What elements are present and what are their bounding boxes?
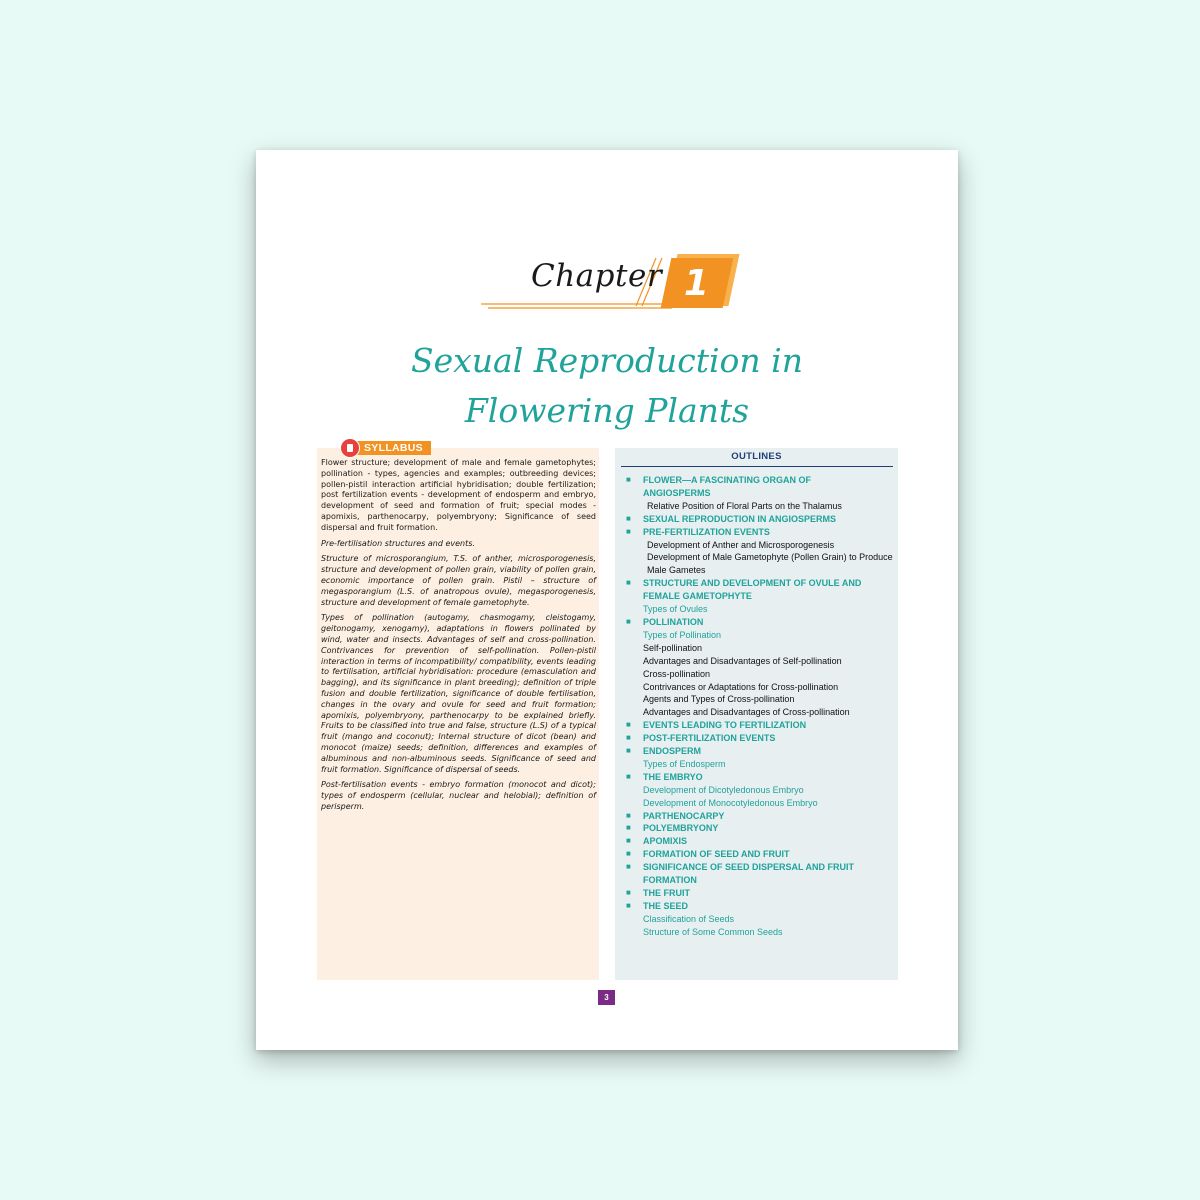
outlines-list <box>623 474 893 939</box>
syllabus-panel <box>317 448 599 980</box>
outline-main-item <box>623 474 893 487</box>
chapter-label: Chapter <box>531 258 663 294</box>
outline-main-item <box>623 900 893 913</box>
chapter-number-box <box>661 258 734 308</box>
outline-item-text: STRUCTURE AND DEVELOPMENT OF OVULE AND <box>643 578 862 589</box>
square-bullet-icon: ■ <box>626 526 631 536</box>
outline-item-text: Types of Pollination <box>643 629 722 640</box>
outline-sub-item <box>623 706 893 719</box>
syllabus-tab <box>340 440 431 456</box>
document-icon <box>340 438 360 458</box>
chapter-heading <box>476 250 756 312</box>
square-bullet-icon: ■ <box>626 513 631 523</box>
syllabus-paragraph: Structure of microsporangium, T.S. of anther, microsporogenesis, structure and development of pollen grain, viability of pollen grain, economic importance of pollen grain. Pistil – structure of megasporangium (L.S. of anatropous ovule), megasporogenesis, structure and development of female gametophyte. <box>321 554 596 607</box>
outline-item-text: THE FRUIT <box>643 888 690 898</box>
square-bullet-icon: ■ <box>626 810 631 820</box>
outline-item-text: ENDOSPERM <box>643 746 702 757</box>
outline-main-item <box>623 590 893 603</box>
square-bullet-icon: ■ <box>626 888 631 897</box>
outline-sub-item <box>623 926 893 939</box>
square-bullet-icon: ■ <box>626 733 631 743</box>
outline-item-text: POST-FERTILIZATION EVENTS <box>643 733 776 744</box>
outlines-heading: OUTLINES <box>731 451 782 462</box>
outline-main-item <box>623 887 893 900</box>
outline-item-text: Structure of Some Common Seeds <box>643 926 783 937</box>
outlines-panel <box>615 448 898 980</box>
book-page <box>256 150 958 1050</box>
outline-sub-item <box>623 913 893 926</box>
outline-item-text: Development of Anther and Microsporogenesis <box>647 539 835 550</box>
outline-main-item <box>623 526 893 539</box>
outline-sub-item <box>623 668 893 681</box>
outline-item-text: Types of Ovules <box>643 604 708 615</box>
chapter-title-line: Flowering Plants <box>464 391 750 430</box>
outline-main-item <box>623 848 893 861</box>
outline-sub-item <box>623 693 893 706</box>
outline-item-text: Development of Male Gametophyte (Pollen Grain) to Produce <box>647 552 893 563</box>
outline-main-item <box>623 835 893 848</box>
outline-main-item <box>623 874 893 887</box>
syllabus-text <box>321 458 596 818</box>
outline-item-text: Classification of Seeds <box>643 913 735 924</box>
outline-item-text: ANGIOSPERMS <box>643 487 711 498</box>
outline-item-text: APOMIXIS <box>643 836 688 847</box>
outline-item-text: EVENTS LEADING TO FERTILIZATION <box>643 720 807 731</box>
outline-item-text: FEMALE GAMETOPHYTE <box>643 591 752 602</box>
outline-item-text: FORMATION <box>643 875 697 886</box>
square-bullet-icon: ■ <box>626 746 631 756</box>
square-bullet-icon: ■ <box>626 771 631 781</box>
outline-item-text: FLOWER—A FASCINATING ORGAN OF <box>643 475 811 485</box>
outline-item-text: Male Gametes <box>647 565 706 576</box>
outline-main-item <box>623 861 893 874</box>
outline-sub-item <box>623 655 893 668</box>
square-bullet-icon: ■ <box>626 836 631 846</box>
chapter-title <box>256 336 958 436</box>
syllabus-label: SYLLABUS <box>356 441 431 455</box>
outline-item-text: SIGNIFICANCE OF SEED DISPERSAL AND FRUIT <box>643 862 855 873</box>
outline-sub-item <box>623 551 893 564</box>
square-bullet-icon: ■ <box>626 720 631 730</box>
syllabus-paragraph: Post-fertilisation events - embryo formation (monocot and dicot); types of endosperm (cellular, nuclear and helobial); definition of perisperm. <box>321 780 596 811</box>
outline-main-item <box>623 822 893 835</box>
syllabus-paragraph: Pre-fertilisation structures and events. <box>321 538 475 548</box>
outline-item-text: Agents and Types of Cross-pollination <box>643 694 795 705</box>
outline-item-text: Types of Endosperm <box>643 758 726 769</box>
outline-item-text: THE SEED <box>643 900 689 911</box>
square-bullet-icon: ■ <box>626 578 631 588</box>
outline-item-text: Contrivances or Adaptations for Cross-pollination <box>643 681 839 692</box>
outline-main-item <box>623 513 893 526</box>
outline-main-item <box>623 745 893 758</box>
outline-sub-item <box>623 629 893 642</box>
square-bullet-icon: ■ <box>626 616 631 626</box>
syllabus-paragraph: Flower structure; development of male and female gametophytes; pollination - types, agencies and examples; outbreeding devices; pollen-pistil interaction artificial hybridisation; double fertilization; post fertilization events - development of endosperm and embryo, development of seed and formation of fruit; special modes - apomixis, parthenocarpy, polyembryony; Significance of seed dispersal and fruit formation. <box>321 458 596 532</box>
outline-main-item <box>623 719 893 732</box>
outline-main-item <box>623 771 893 784</box>
chapter-title-line: Sexual Reproduction in <box>411 341 803 380</box>
outline-sub-item <box>623 500 893 513</box>
outline-item-text: THE EMBRYO <box>643 771 703 782</box>
outline-sub-item <box>623 681 893 694</box>
outline-item-text: Relative Position of Floral Parts on the Thalamus <box>647 500 842 511</box>
outline-item-text: POLLINATION <box>643 616 704 627</box>
square-bullet-icon: ■ <box>626 900 631 910</box>
square-bullet-icon: ■ <box>626 475 631 484</box>
square-bullet-icon: ■ <box>626 823 631 833</box>
outline-sub-item <box>623 758 893 771</box>
outline-item-text: Advantages and Disadvantages of Self-pollination <box>643 655 842 666</box>
outline-sub-item <box>623 603 893 616</box>
chapter-number: 1 <box>684 262 710 304</box>
outline-sub-item <box>623 797 893 810</box>
square-bullet-icon: ■ <box>626 862 631 872</box>
outline-item-text: POLYEMBRYONY <box>643 823 719 834</box>
outline-item-text: Self-pollination <box>643 642 703 653</box>
syllabus-paragraph: Types of pollination (autogamy, chasmogamy, cleistogamy, geitonogamy, xenogamy), adaptations in flowers pollinated by wind, water and insects. Advantages of self and cross-pollination. Contrivances for prevention of self-pollination. Pollen-pistil interaction in terms of incompatibility/ compatibility, events leading to fertilisation, artificial hybridisation: procedure (emasculation and bagging), and its significance in plant breeding); definition of triple fusion and double fertilization, significance of double fertilisation, changes in the ovary and ovule for seed and fruit formation; apomixis, polyembryony, parthenocarpy to be explained briefly. Fruits to be classified into true and false, structure (L.S) of a typical fruit (mango and coconut); Internal structure of dicot (bean) and monocot (maize) seeds; definition, differences and examples of albuminous and non-albuminous seeds. Significance of seed and fruit formation. Significance of dispersal of seeds. <box>321 613 596 774</box>
outline-item-text: Development of Dicotyledonous Embryo <box>643 784 804 795</box>
outline-item-text: PARTHENOCARPY <box>643 810 725 821</box>
outline-sub-item <box>623 564 893 577</box>
outline-main-item <box>623 616 893 629</box>
outlines-divider <box>621 466 893 467</box>
outline-item-text: PRE-FERTILIZATION EVENTS <box>643 526 770 537</box>
outline-main-item <box>623 732 893 745</box>
outline-item-text: FORMATION OF SEED AND FRUIT <box>643 849 790 860</box>
outline-sub-item <box>623 784 893 797</box>
outline-item-text: Advantages and Disadvantages of Cross-pollination <box>643 707 850 718</box>
outline-item-text: Cross-pollination <box>643 668 711 679</box>
outline-item-text: Development of Monocotyledonous Embryo <box>643 797 818 808</box>
outline-main-item <box>623 487 893 500</box>
page-number: 3 <box>598 990 615 1005</box>
outline-sub-item <box>623 642 893 655</box>
outline-sub-item <box>623 539 893 552</box>
outline-main-item <box>623 810 893 823</box>
outline-main-item <box>623 577 893 590</box>
outline-item-text: SEXUAL REPRODUCTION IN ANGIOSPERMS <box>643 513 837 524</box>
square-bullet-icon: ■ <box>626 849 631 859</box>
